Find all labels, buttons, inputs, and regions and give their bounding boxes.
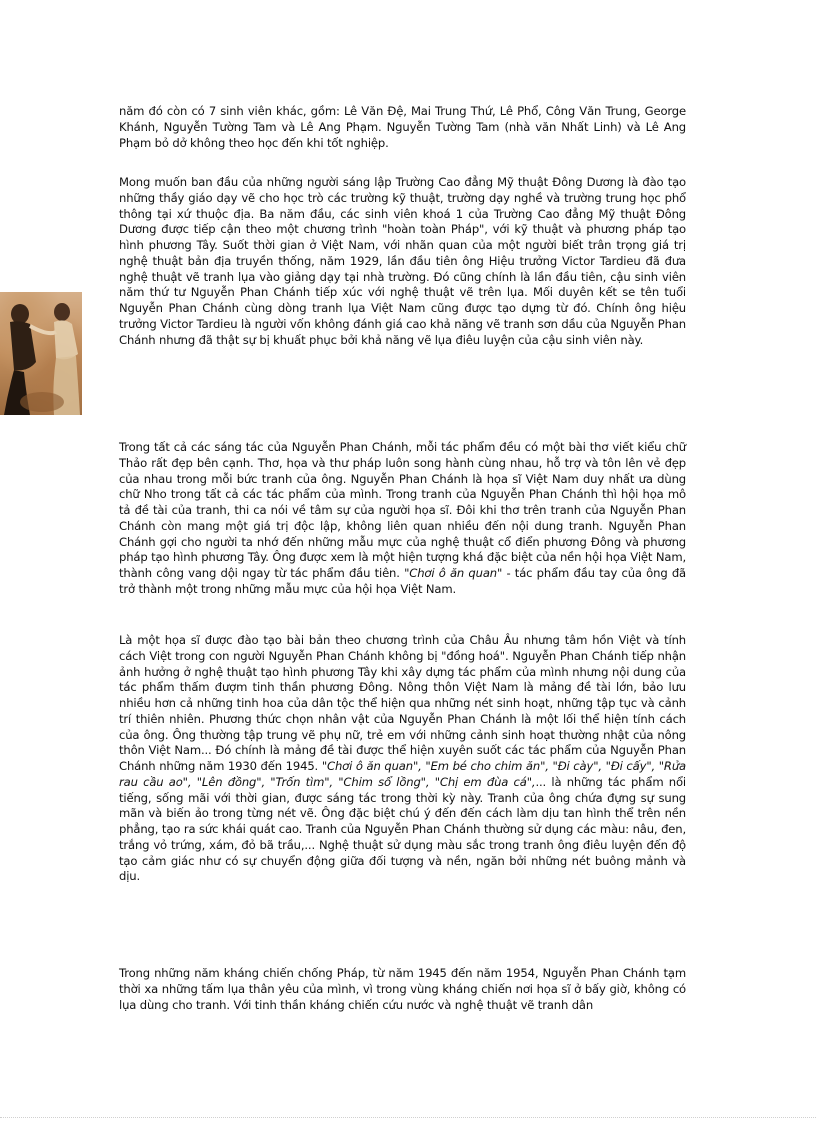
- painting-figures-icon: [0, 292, 82, 415]
- paragraph-vietnamese-soul: [119, 633, 686, 885]
- paragraph-student-list: năm đó còn có 7 sinh viên khác, gồm: Lê Văn Đệ, Mai Trung Thứ, Lê Phổ, Công Văn Trung, George Khánh, Nguyễn Tường Tam và Lê Ang Phạm. Nguyễn Tường Tam (nhà văn Nhất Linh) và Lê Ang Phạm bỏ dở không theo học đến khi tốt nghiệp.: [119, 104, 686, 150]
- paragraph-school-founding: Mong muốn ban đầu của những người sáng lập Trường Cao đẳng Mỹ thuật Đông Dương là đào tạo những thầy giáo dạy vẽ cho học trò các trường kỹ thuật, trường dạy nghề và trường trung học phổ thông tại xứ thuộc địa. Ba năm đầu, các sinh viên khoá 1 của Trường Cao đẳng Mỹ thuật Đông Dương được tiếp cận theo một chương trình "hoàn toàn Pháp", với kỹ thuật và phương pháp tạo hình phương Tây. Suốt thời gian ở Việt Nam, với nhãn quan của một người biết trân trọng giá trị nghệ thuật bản địa truyền thống, năm 1929, lần đầu tiên ông Hiệu trưởng Victor Tardieu đã đưa nghệ thuật vẽ tranh lụa vào giảng dạy tại nhà trường. Đó cũng chính là lần đầu tiên, cậu sinh viên năm thứ tư Nguyễn Phan Chánh tiếp xúc với nghệ thuật vẽ trên lụa. Mối duyên kết se tên tuổi Nguyễn Phan Chánh cùng dòng tranh lụa Việt Nam cũng được tạo dựng từ đó. Chính ông hiệu trưởng Victor Tardieu là người vốn không đánh giá cao khả năng vẽ tranh sơn dầu của Nguyễn Phan Chánh nhưng đã thật sự bị khuất phục bởi khả năng vẽ lụa điêu luyện của cậu sinh viên này.: [119, 175, 686, 347]
- paragraph-text: " - tác phẩm đầu tay của ông đã trở thành một trong những mẫu mực của hội họa Việt Nam.: [119, 566, 686, 596]
- paragraph-text: Trong tất cả các sáng tác của Nguyễn Phan Chánh, mỗi tác phẩm đều có một bài thơ viết kiểu chữ Thảo rất đẹp bên cạnh. Thơ, họa và thư pháp luôn song hành cùng nhau, hỗ trợ và tôn lên vẻ đẹp của nhau trong mỗi bức tranh của ông. Nguyễn Phan Chánh là họa sĩ Việt Nam duy nhất ưa dùng chữ Nho trong tất cả các tác phẩm của mình. Trong tranh của Nguyễn Phan Chánh thì hội họa mô tả đề tài của tranh, thi ca nói về tâm sự của người họa sĩ. Đôi khi thơ trên tranh của Nguyễn Phan Chánh còn mang một giá trị độc lập, không liên quan nhiều đến nội dung tranh. Nguyễn Phan Chánh gợi cho người ta nhớ đến những mẫu mực của nghệ thuật cổ điển phương Đông và phương pháp tạo hình phương Tây. Ông được xem là một hiện tượng khá đặc biệt của nền hội họa Việt Nam, thành công vang dội ngay từ tác phẩm đầu tiên. ": [119, 440, 686, 580]
- artwork-title: Chơi ô ăn quan: [409, 566, 497, 580]
- paragraph-text: ... là những tác phẩm nổi tiếng, sống mãi với thời gian, được sáng tác trong thời kỳ này. Tranh của ông chứa đựng sự sung mãn và biến ảo trong từng nét vẽ. Ông đặc biệt chú ý đến đến cách làm dịu tan hình thể trên nền phẳng, tạo ra sức khái quát cao. Tranh của Nguyễn Phan Chánh thường sử dụng các màu: nâu, đen, trắng vỏ trứng, xám, đỏ bã trầu,... Nghệ thuật sử dụng màu sắc trong tranh ông điêu luyện đến độ tạo cảm giác như có sự chuyển động giữa đối tượng và nền, ngăn bởi những nét buông mảnh và dịu.: [119, 774, 686, 884]
- page-bottom-border: [0, 1117, 816, 1118]
- paragraph-poetry-painting: [119, 440, 686, 598]
- artwork-titles: "Chơi ô ăn quan", "Em bé cho chim ăn", "Đi cày", "Đi cấy", "Rửa rau cầu ao", "Lên đồng", "Trốn tìm", "Chim sổ lồng", "Chị em đùa cá",: [119, 759, 686, 789]
- paragraph-resistance-war: Trong những năm kháng chiến chống Pháp, từ năm 1945 đến năm 1954, Nguyễn Phan Chánh tạm thời xa những tấm lụa thân yêu của mình, vì trong vùng kháng chiến nơi họa sĩ ở bấy giờ, không có lụa dùng cho tranh. Với tinh thần kháng chiến cứu nước và nghệ thuật vẽ tranh dân: [119, 966, 686, 1012]
- paragraph-text: Là một họa sĩ được đào tạo bài bản theo chương trình của Châu Âu nhưng tâm hồn Việt và tính cách Việt trong con người Nguyễn Phan Chánh không bị "đồng hoá". Nguyễn Phan Chánh tiếp nhận ảnh hưởng ở nghệ thuật tạo hình phương Tây khi xây dựng tác phẩm của mình nhưng nội dung của tác phẩm thấm đượm tinh thần phương Đông. Nông thôn Việt Nam là mảng đề tài lớn, bảo lưu nhiều hơn cả những tinh hoa của dân tộc thể hiện qua những nét sinh hoạt, những tập tục và cảnh trí thiên nhiên. Phương thức chọn nhân vật của Nguyễn Phan Chánh là một lối thể hiện tính cách của ông. Ông thường tập trung vẽ phụ nữ, trẻ em với những cảnh sinh hoạt thường nhật của nông thôn Việt Nam... Đó chính là mảng đề tài được thể hiện xuyên suốt các tác phẩm của Nguyễn Phan Chánh những năm 1930 đến 1945.: [119, 633, 686, 773]
- silk-painting-image: [0, 292, 82, 415]
